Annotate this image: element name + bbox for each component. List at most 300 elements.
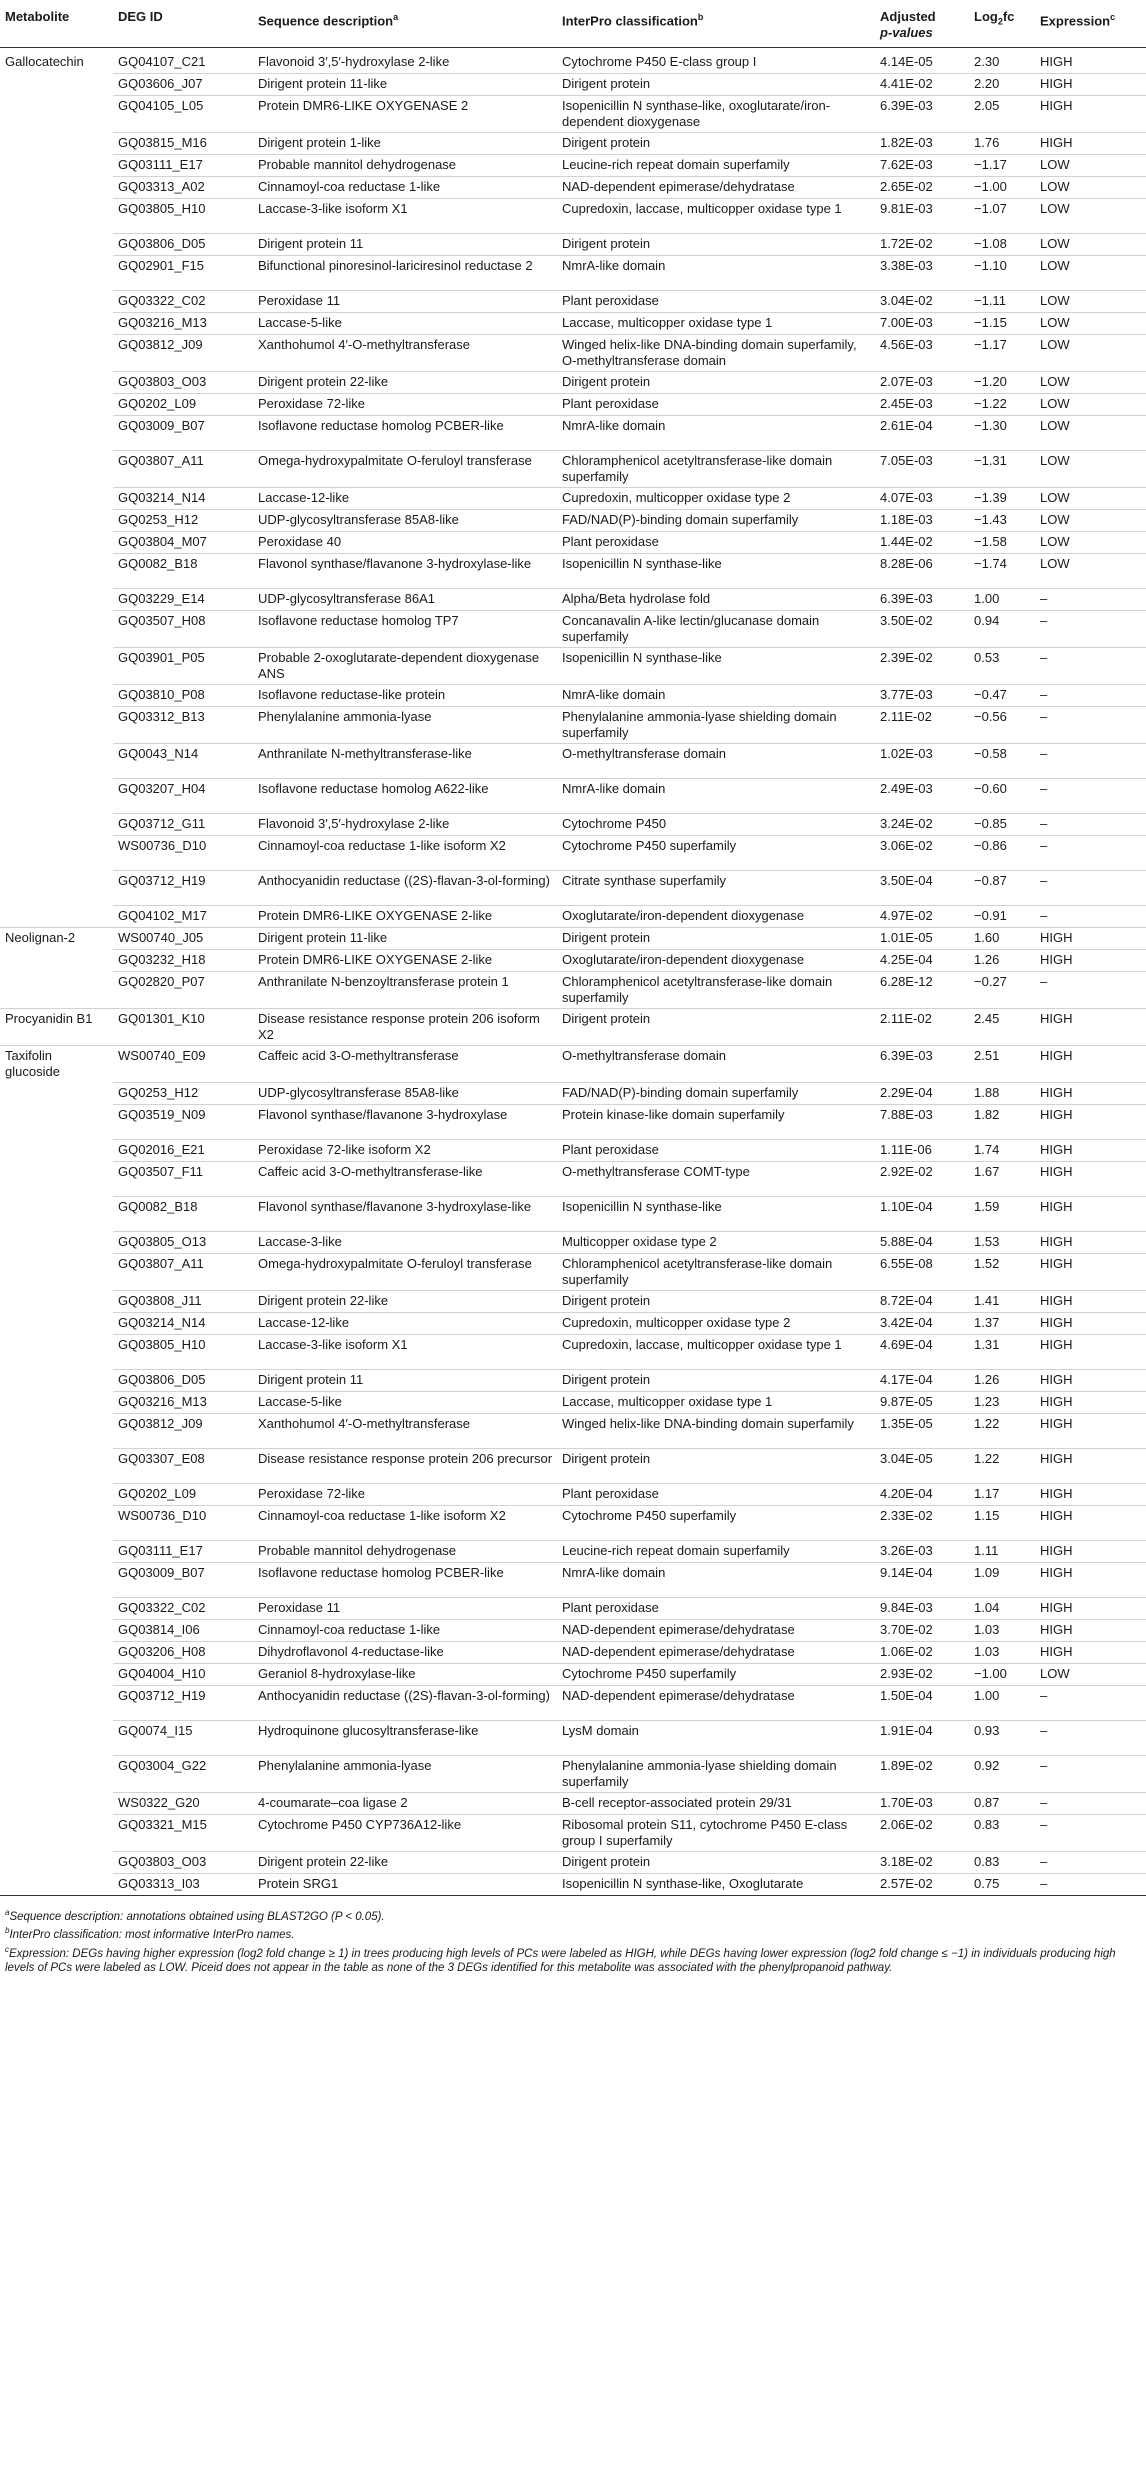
cell-interpro: NmrA-like domain: [557, 779, 875, 814]
cell-interpro: Oxoglutarate/iron-dependent dioxygenase: [557, 950, 875, 972]
cell-sequence-description: UDP-glycosyltransferase 85A8-like: [253, 510, 557, 532]
cell-adjusted-p: 1.82E-03: [875, 133, 969, 155]
cell-interpro: Citrate synthase superfamily: [557, 871, 875, 906]
table-header: [0, 0, 1146, 48]
cell-interpro: Laccase, multicopper oxidase type 1: [557, 313, 875, 335]
cell-expression: LOW: [1035, 510, 1146, 532]
cell-log2fc: 1.03: [969, 1619, 1035, 1641]
cell-adjusted-p: 6.55E-08: [875, 1253, 969, 1290]
table-row: [0, 1391, 1146, 1413]
cell-sequence-description: Peroxidase 11: [253, 291, 557, 313]
header-expression: Expression$^c$: [1035, 0, 1146, 48]
table-row: [0, 611, 1146, 648]
cell-log2fc: −1.58: [969, 532, 1035, 554]
cell-interpro: Isopenicillin N synthase-like: [557, 648, 875, 685]
cell-log2fc: −1.08: [969, 234, 1035, 256]
cell-metabolite: [0, 1196, 113, 1231]
table-row: [0, 685, 1146, 707]
cell-sequence-description: Dirigent protein 22-like: [253, 1851, 557, 1873]
cell-sequence-description: Isoflavone reductase-like protein: [253, 685, 557, 707]
cell-sequence-description: Geraniol 8-hydroxylase-like: [253, 1663, 557, 1685]
cell-sequence-description: Peroxidase 72-like: [253, 394, 557, 416]
cell-expression: –: [1035, 707, 1146, 744]
cell-adjusted-p: 2.06E-02: [875, 1814, 969, 1851]
cell-adjusted-p: 1.02E-03: [875, 744, 969, 779]
cell-adjusted-p: 2.49E-03: [875, 779, 969, 814]
cell-metabolite: [0, 1562, 113, 1597]
cell-sequence-description: Laccase-12-like: [253, 488, 557, 510]
table-row: [0, 372, 1146, 394]
header-metabolite: Metabolite: [0, 0, 113, 48]
cell-expression: HIGH: [1035, 1448, 1146, 1483]
cell-adjusted-p: 6.39E-03: [875, 96, 969, 133]
cell-sequence-description: Probable mannitol dehydrogenase: [253, 155, 557, 177]
cell-metabolite: Taxifolin glucoside: [5, 1048, 60, 1079]
cell-deg-id: GQ03216_M13: [113, 1391, 253, 1413]
cell-sequence-description: Omega-hydroxypalmitate O-feruloyl transferase: [253, 451, 557, 488]
cell-interpro: Dirigent protein: [557, 1448, 875, 1483]
cell-metabolite: [0, 648, 113, 685]
cell-interpro: Phenylalanine ammonia-lyase shielding domain superfamily: [557, 1755, 875, 1792]
cell-adjusted-p: 2.39E-02: [875, 648, 969, 685]
cell-metabolite: [0, 589, 113, 611]
cell-adjusted-p: 4.17E-04: [875, 1369, 969, 1391]
table-row: [0, 1540, 1146, 1562]
cell-interpro: Laccase, multicopper oxidase type 1: [557, 1391, 875, 1413]
cell-adjusted-p: 2.11E-02: [875, 1009, 969, 1046]
cell-deg-id: GQ03606_J07: [113, 74, 253, 96]
cell-sequence-description: Disease resistance response protein 206 precursor: [253, 1448, 557, 1483]
cell-interpro: Dirigent protein: [557, 928, 875, 950]
cell-log2fc: −1.43: [969, 510, 1035, 532]
cell-sequence-description: 4-coumarate–coa ligase 2: [253, 1792, 557, 1814]
cell-metabolite: [0, 836, 113, 871]
cell-deg-id: GQ02016_E21: [113, 1139, 253, 1161]
cell-metabolite: [0, 1290, 113, 1312]
cell-expression: –: [1035, 1792, 1146, 1814]
table-row: [0, 451, 1146, 488]
cell-expression: –: [1035, 1685, 1146, 1720]
cell-adjusted-p: 7.05E-03: [875, 451, 969, 488]
cell-interpro: NmrA-like domain: [557, 1562, 875, 1597]
cell-adjusted-p: 1.18E-03: [875, 510, 969, 532]
cell-deg-id: GQ03214_N14: [113, 488, 253, 510]
table-row: [0, 1009, 1146, 1046]
cell-deg-id: GQ03805_H10: [113, 199, 253, 234]
cell-adjusted-p: 9.81E-03: [875, 199, 969, 234]
cell-metabolite: [0, 1755, 113, 1792]
cell-deg-id: GQ03322_C02: [113, 1597, 253, 1619]
cell-log2fc: 0.93: [969, 1720, 1035, 1755]
cell-metabolite: [0, 1253, 113, 1290]
cell-adjusted-p: 2.61E-04: [875, 416, 969, 451]
cell-metabolite: [0, 1231, 113, 1253]
cell-interpro: Plant peroxidase: [557, 1483, 875, 1505]
cell-expression: LOW: [1035, 394, 1146, 416]
cell-deg-id: GQ03232_H18: [113, 950, 253, 972]
cell-metabolite: [0, 1505, 113, 1540]
cell-expression: HIGH: [1035, 1231, 1146, 1253]
cell-log2fc: 1.60: [969, 928, 1035, 950]
cell-deg-id: GQ03009_B07: [113, 1562, 253, 1597]
cell-sequence-description: Phenylalanine ammonia-lyase: [253, 707, 557, 744]
cell-metabolite: [0, 707, 113, 744]
cell-interpro: Winged helix-like DNA-binding domain superfamily, O-methyltransferase domain: [557, 335, 875, 372]
cell-interpro: Cytochrome P450 superfamily: [557, 836, 875, 871]
cell-interpro: NAD-dependent epimerase/dehydratase: [557, 1685, 875, 1720]
cell-expression: HIGH: [1035, 1312, 1146, 1334]
cell-sequence-description: Laccase-3-like isoform X1: [253, 199, 557, 234]
header-deg-id: DEG ID: [113, 0, 253, 48]
cell-adjusted-p: 3.24E-02: [875, 814, 969, 836]
cell-sequence-description: Isoflavone reductase homolog PCBER-like: [253, 1562, 557, 1597]
table-row: [0, 256, 1146, 291]
cell-adjusted-p: 9.87E-05: [875, 1391, 969, 1413]
cell-expression: LOW: [1035, 451, 1146, 488]
cell-deg-id: GQ01301_K10: [113, 1009, 253, 1046]
cell-adjusted-p: 3.18E-02: [875, 1851, 969, 1873]
cell-expression: HIGH: [1035, 96, 1146, 133]
cell-adjusted-p: 2.65E-02: [875, 177, 969, 199]
cell-sequence-description: Omega-hydroxypalmitate O-feruloyl transferase: [253, 1253, 557, 1290]
cell-adjusted-p: 1.72E-02: [875, 234, 969, 256]
cell-deg-id: GQ0253_H12: [113, 510, 253, 532]
cell-metabolite: Gallocatechin: [5, 54, 84, 69]
cell-expression: –: [1035, 836, 1146, 871]
cell-adjusted-p: 7.00E-03: [875, 313, 969, 335]
cell-log2fc: 1.53: [969, 1231, 1035, 1253]
cell-expression: HIGH: [1035, 48, 1146, 74]
cell-sequence-description: Cinnamoyl-coa reductase 1-like isoform X2: [253, 836, 557, 871]
cell-sequence-description: Dirigent protein 1-like: [253, 133, 557, 155]
cell-metabolite: [0, 394, 113, 416]
cell-expression: HIGH: [1035, 1483, 1146, 1505]
cell-log2fc: 1.26: [969, 1369, 1035, 1391]
cell-metabolite: [0, 871, 113, 906]
cell-deg-id: GQ03322_C02: [113, 291, 253, 313]
cell-log2fc: 0.92: [969, 1755, 1035, 1792]
table-row: [0, 928, 1146, 950]
cell-adjusted-p: 6.39E-03: [875, 1046, 969, 1083]
cell-sequence-description: Hydroquinone glucosyltransferase-like: [253, 1720, 557, 1755]
cell-interpro: Chloramphenicol acetyltransferase-like domain superfamily: [557, 972, 875, 1009]
cell-adjusted-p: 8.28E-06: [875, 554, 969, 589]
cell-expression: –: [1035, 1873, 1146, 1895]
cell-sequence-description: Dirigent protein 11-like: [253, 928, 557, 950]
cell-interpro: Dirigent protein: [557, 234, 875, 256]
cell-sequence-description: Flavonoid 3′,5′-hydroxylase 2-like: [253, 48, 557, 74]
cell-log2fc: −1.07: [969, 199, 1035, 234]
cell-deg-id: GQ0253_H12: [113, 1082, 253, 1104]
cell-deg-id: GQ03804_M07: [113, 532, 253, 554]
cell-deg-id: GQ03312_B13: [113, 707, 253, 744]
cell-interpro: O-methyltransferase domain: [557, 1046, 875, 1083]
cell-interpro: NAD-dependent epimerase/dehydratase: [557, 1641, 875, 1663]
cell-metabolite: [0, 1334, 113, 1369]
cell-deg-id: GQ03803_O03: [113, 1851, 253, 1873]
cell-deg-id: GQ03111_E17: [113, 1540, 253, 1562]
cell-expression: LOW: [1035, 291, 1146, 313]
cell-expression: HIGH: [1035, 1161, 1146, 1196]
cell-log2fc: −1.20: [969, 372, 1035, 394]
cell-interpro: O-methyltransferase COMT-type: [557, 1161, 875, 1196]
cell-metabolite: [0, 532, 113, 554]
cell-metabolite: [0, 133, 113, 155]
table-row: [0, 1663, 1146, 1685]
table-row: [0, 313, 1146, 335]
cell-deg-id: GQ03806_D05: [113, 234, 253, 256]
cell-sequence-description: Cytochrome P450 CYP736A12-like: [253, 1814, 557, 1851]
cell-deg-id: GQ03812_J09: [113, 1413, 253, 1448]
cell-interpro: Plant peroxidase: [557, 1597, 875, 1619]
cell-deg-id: GQ03805_O13: [113, 1231, 253, 1253]
cell-deg-id: GQ03216_M13: [113, 313, 253, 335]
cell-deg-id: GQ03807_A11: [113, 1253, 253, 1290]
cell-log2fc: −0.85: [969, 814, 1035, 836]
cell-sequence-description: Peroxidase 72-like isoform X2: [253, 1139, 557, 1161]
cell-log2fc: 1.03: [969, 1641, 1035, 1663]
cell-interpro: Cupredoxin, laccase, multicopper oxidase type 1: [557, 1334, 875, 1369]
cell-interpro: Plant peroxidase: [557, 1139, 875, 1161]
cell-adjusted-p: 4.69E-04: [875, 1334, 969, 1369]
cell-adjusted-p: 1.70E-03: [875, 1792, 969, 1814]
cell-metabolite: [0, 950, 113, 972]
cell-log2fc: 1.59: [969, 1196, 1035, 1231]
cell-deg-id: GQ03803_O03: [113, 372, 253, 394]
cell-deg-id: GQ03519_N09: [113, 1104, 253, 1139]
cell-expression: –: [1035, 972, 1146, 1009]
cell-deg-id: GQ02820_P07: [113, 972, 253, 1009]
cell-sequence-description: Protein DMR6-LIKE OXYGENASE 2-like: [253, 906, 557, 928]
cell-log2fc: −0.56: [969, 707, 1035, 744]
cell-expression: HIGH: [1035, 1413, 1146, 1448]
cell-log2fc: 1.37: [969, 1312, 1035, 1334]
cell-log2fc: −1.39: [969, 488, 1035, 510]
table-row: [0, 906, 1146, 928]
cell-interpro: O-methyltransferase domain: [557, 744, 875, 779]
cell-sequence-description: Probable 2-oxoglutarate-dependent dioxygenase ANS: [253, 648, 557, 685]
cell-metabolite: [0, 685, 113, 707]
cell-adjusted-p: 4.20E-04: [875, 1483, 969, 1505]
cell-metabolite: [0, 1792, 113, 1814]
cell-deg-id: GQ03808_J11: [113, 1290, 253, 1312]
cell-adjusted-p: 2.07E-03: [875, 372, 969, 394]
cell-interpro: NmrA-like domain: [557, 416, 875, 451]
cell-expression: LOW: [1035, 155, 1146, 177]
cell-sequence-description: Dirigent protein 11: [253, 1369, 557, 1391]
table-row: [0, 416, 1146, 451]
cell-log2fc: 1.76: [969, 133, 1035, 155]
table-row: [0, 1755, 1146, 1792]
cell-expression: HIGH: [1035, 1562, 1146, 1597]
cell-metabolite: [0, 313, 113, 335]
cell-deg-id: GQ03814_I06: [113, 1619, 253, 1641]
cell-metabolite: [0, 1369, 113, 1391]
cell-adjusted-p: 4.25E-04: [875, 950, 969, 972]
cell-log2fc: −1.15: [969, 313, 1035, 335]
cell-deg-id: GQ03712_H19: [113, 871, 253, 906]
cell-deg-id: WS0322_G20: [113, 1792, 253, 1814]
table-row: [0, 1231, 1146, 1253]
cell-sequence-description: Xanthohumol 4′-O-methyltransferase: [253, 1413, 557, 1448]
cell-metabolite: [0, 779, 113, 814]
cell-metabolite: [0, 744, 113, 779]
cell-expression: –: [1035, 744, 1146, 779]
cell-adjusted-p: 1.44E-02: [875, 532, 969, 554]
cell-sequence-description: Dirigent protein 11-like: [253, 74, 557, 96]
cell-expression: –: [1035, 685, 1146, 707]
cell-adjusted-p: 3.06E-02: [875, 836, 969, 871]
cell-metabolite: [0, 1104, 113, 1139]
cell-sequence-description: Dirigent protein 22-like: [253, 1290, 557, 1312]
table-row: [0, 199, 1146, 234]
cell-interpro: Phenylalanine ammonia-lyase shielding domain superfamily: [557, 707, 875, 744]
cell-interpro: Cytochrome P450 superfamily: [557, 1663, 875, 1685]
cell-adjusted-p: 2.93E-02: [875, 1663, 969, 1685]
cell-interpro: Dirigent protein: [557, 74, 875, 96]
cell-log2fc: −1.10: [969, 256, 1035, 291]
cell-log2fc: −1.00: [969, 1663, 1035, 1685]
cell-log2fc: −1.11: [969, 291, 1035, 313]
cell-deg-id: GQ03507_H08: [113, 611, 253, 648]
cell-sequence-description: Isoflavone reductase homolog A622-like: [253, 779, 557, 814]
cell-interpro: Dirigent protein: [557, 372, 875, 394]
cell-adjusted-p: 8.72E-04: [875, 1290, 969, 1312]
cell-log2fc: 2.05: [969, 96, 1035, 133]
cell-deg-id: WS00740_E09: [113, 1046, 253, 1083]
cell-expression: HIGH: [1035, 1334, 1146, 1369]
table-row: [0, 74, 1146, 96]
table-row: [0, 972, 1146, 1009]
cell-metabolite: [0, 1663, 113, 1685]
table-row: [0, 1290, 1146, 1312]
cell-adjusted-p: 2.11E-02: [875, 707, 969, 744]
cell-expression: LOW: [1035, 313, 1146, 335]
cell-deg-id: GQ0202_L09: [113, 1483, 253, 1505]
cell-log2fc: 2.30: [969, 48, 1035, 74]
cell-expression: –: [1035, 1755, 1146, 1792]
cell-metabolite: [0, 1413, 113, 1448]
cell-adjusted-p: 3.50E-04: [875, 871, 969, 906]
cell-interpro: Dirigent protein: [557, 133, 875, 155]
table-row: [0, 48, 1146, 74]
cell-interpro: Concanavalin A-like lectin/glucanase domain superfamily: [557, 611, 875, 648]
cell-interpro: Leucine-rich repeat domain superfamily: [557, 1540, 875, 1562]
cell-sequence-description: Peroxidase 72-like: [253, 1483, 557, 1505]
table-row: [0, 133, 1146, 155]
table-row: [0, 1619, 1146, 1641]
table-row: [0, 1196, 1146, 1231]
cell-log2fc: 1.09: [969, 1562, 1035, 1597]
cell-expression: –: [1035, 779, 1146, 814]
table-row: [0, 589, 1146, 611]
cell-log2fc: 1.26: [969, 950, 1035, 972]
cell-interpro: Cupredoxin, multicopper oxidase type 2: [557, 488, 875, 510]
cell-expression: –: [1035, 648, 1146, 685]
cell-deg-id: GQ03229_E14: [113, 589, 253, 611]
cell-interpro: Alpha/Beta hydrolase fold: [557, 589, 875, 611]
cell-adjusted-p: 3.38E-03: [875, 256, 969, 291]
cell-metabolite: [0, 1540, 113, 1562]
cell-log2fc: 1.17: [969, 1483, 1035, 1505]
cell-deg-id: GQ0043_N14: [113, 744, 253, 779]
cell-expression: –: [1035, 1851, 1146, 1873]
table-row: [0, 1104, 1146, 1139]
cell-interpro: Dirigent protein: [557, 1009, 875, 1046]
cell-expression: HIGH: [1035, 1009, 1146, 1046]
cell-sequence-description: Probable mannitol dehydrogenase: [253, 1540, 557, 1562]
cell-deg-id: GQ03806_D05: [113, 1369, 253, 1391]
cell-log2fc: 1.00: [969, 1685, 1035, 1720]
cell-expression: HIGH: [1035, 1597, 1146, 1619]
cell-log2fc: 1.31: [969, 1334, 1035, 1369]
cell-log2fc: 0.94: [969, 611, 1035, 648]
cell-adjusted-p: 1.01E-05: [875, 928, 969, 950]
cell-adjusted-p: 1.50E-04: [875, 1685, 969, 1720]
cell-expression: –: [1035, 814, 1146, 836]
cell-interpro: Cupredoxin, laccase, multicopper oxidase type 1: [557, 199, 875, 234]
cell-expression: LOW: [1035, 532, 1146, 554]
cell-metabolite: [0, 199, 113, 234]
cell-log2fc: 1.41: [969, 1290, 1035, 1312]
cell-interpro: Cytochrome P450 superfamily: [557, 1505, 875, 1540]
cell-interpro: B-cell receptor-associated protein 29/31: [557, 1792, 875, 1814]
cell-log2fc: 1.88: [969, 1082, 1035, 1104]
table-row: [0, 1562, 1146, 1597]
cell-interpro: Dirigent protein: [557, 1369, 875, 1391]
cell-log2fc: −0.87: [969, 871, 1035, 906]
cell-expression: HIGH: [1035, 1369, 1146, 1391]
cell-interpro: Isopenicillin N synthase-like, oxoglutarate/iron-dependent dioxygenase: [557, 96, 875, 133]
cell-adjusted-p: 4.56E-03: [875, 335, 969, 372]
cell-metabolite: [0, 1082, 113, 1104]
cell-sequence-description: Isoflavone reductase homolog TP7: [253, 611, 557, 648]
cell-log2fc: 1.22: [969, 1448, 1035, 1483]
cell-sequence-description: UDP-glycosyltransferase 85A8-like: [253, 1082, 557, 1104]
cell-sequence-description: Flavonol synthase/flavanone 3-hydroxylase: [253, 1104, 557, 1139]
cell-interpro: Plant peroxidase: [557, 394, 875, 416]
table-row: [0, 1334, 1146, 1369]
table-row: [0, 648, 1146, 685]
table-row: [0, 532, 1146, 554]
table-row: [0, 234, 1146, 256]
table-row: [0, 1720, 1146, 1755]
cell-log2fc: −0.47: [969, 685, 1035, 707]
cell-expression: HIGH: [1035, 950, 1146, 972]
cell-log2fc: −1.30: [969, 416, 1035, 451]
cell-log2fc: −1.22: [969, 394, 1035, 416]
table-row: [0, 814, 1146, 836]
cell-sequence-description: Cinnamoyl-coa reductase 1-like isoform X2: [253, 1505, 557, 1540]
cell-expression: LOW: [1035, 488, 1146, 510]
cell-interpro: Isopenicillin N synthase-like: [557, 1196, 875, 1231]
cell-sequence-description: Laccase-3-like isoform X1: [253, 1334, 557, 1369]
table-row: [0, 1851, 1146, 1873]
cell-expression: HIGH: [1035, 1104, 1146, 1139]
cell-interpro: NAD-dependent epimerase/dehydratase: [557, 177, 875, 199]
cell-interpro: NmrA-like domain: [557, 685, 875, 707]
table-row: [0, 779, 1146, 814]
table-row: [0, 1046, 1146, 1083]
cell-expression: LOW: [1035, 372, 1146, 394]
cell-sequence-description: UDP-glycosyltransferase 86A1: [253, 589, 557, 611]
cell-metabolite: [0, 335, 113, 372]
table-row: [0, 1161, 1146, 1196]
cell-metabolite: [0, 488, 113, 510]
cell-metabolite: Procyanidin B1: [0, 1009, 113, 1046]
cell-sequence-description: Flavonol synthase/flavanone 3-hydroxylase-like: [253, 554, 557, 589]
cell-log2fc: 1.00: [969, 589, 1035, 611]
